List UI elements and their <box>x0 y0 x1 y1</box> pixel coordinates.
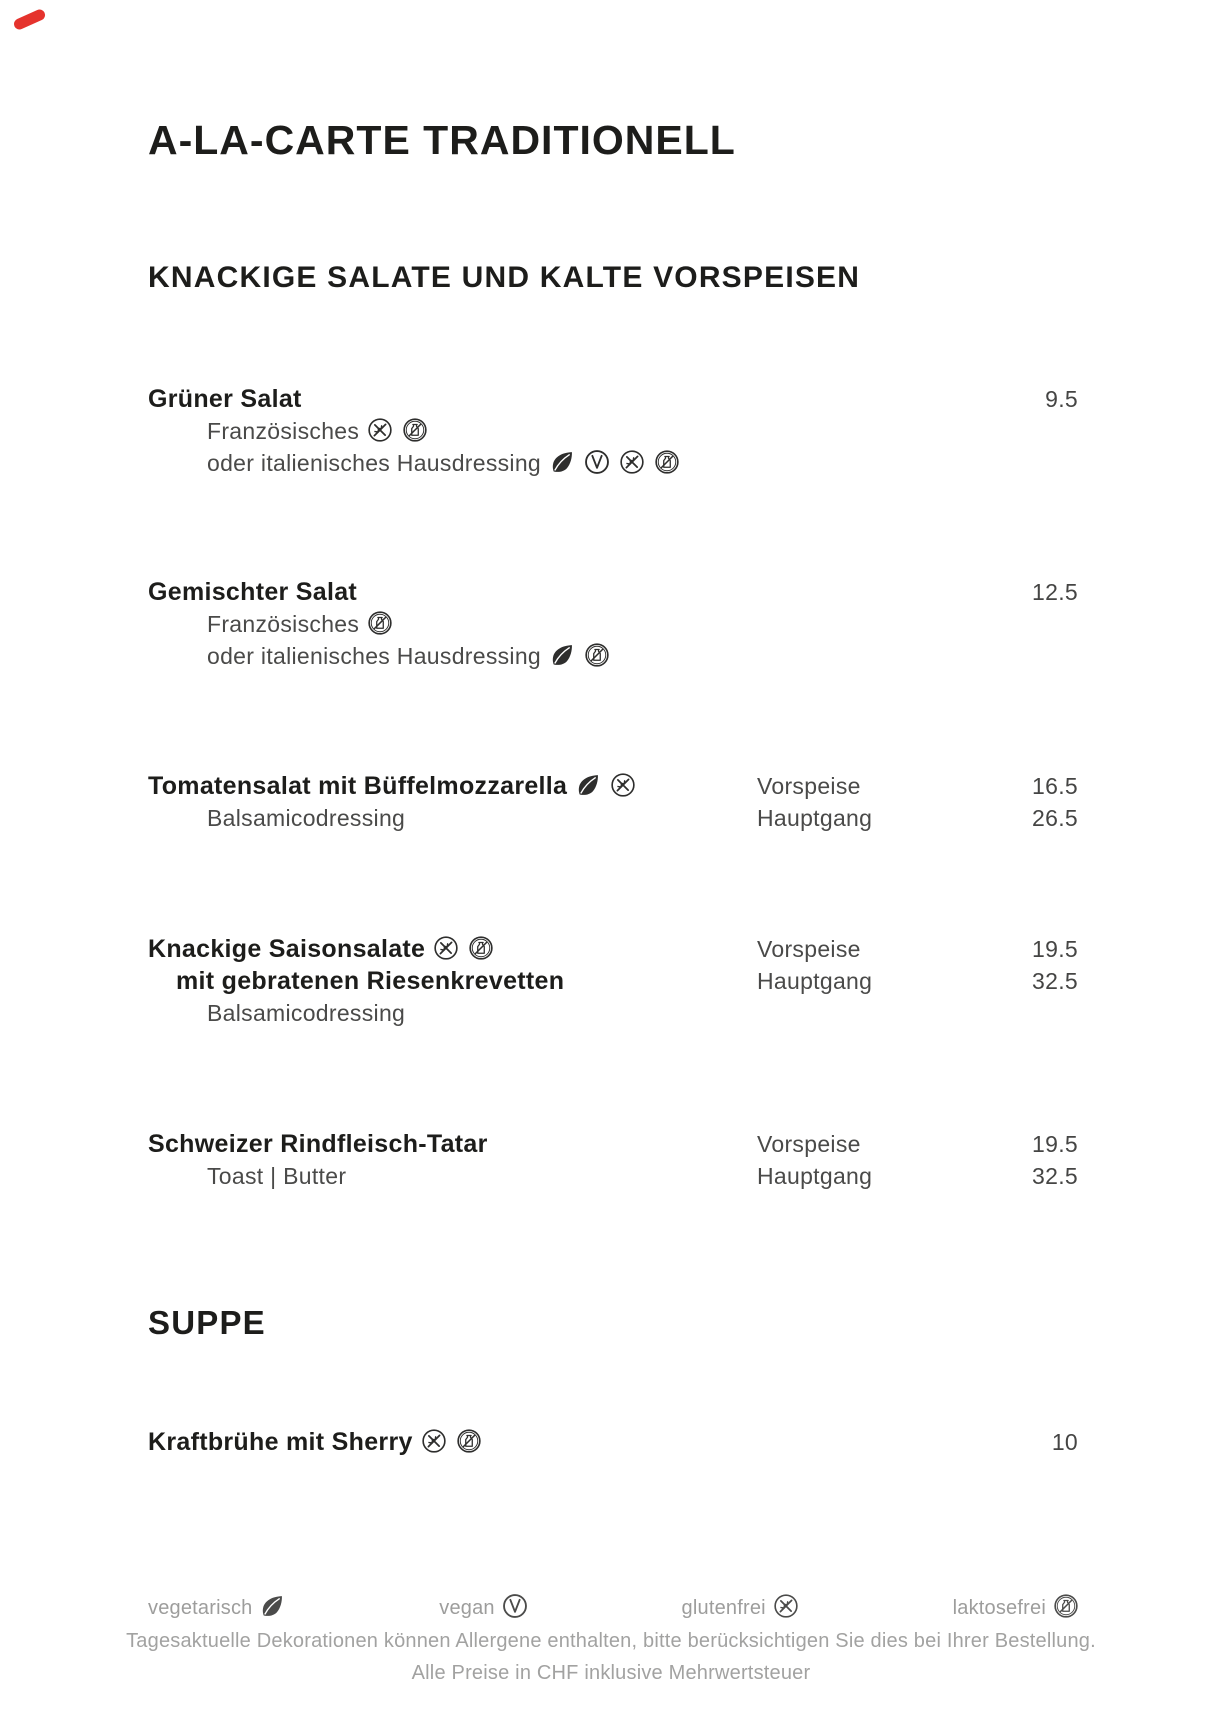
glutenfrei-icon <box>772 1592 800 1620</box>
legend-vegan <box>439 1592 529 1624</box>
item-desc-text: Balsamicodressing <box>207 1000 406 1026</box>
allergen-iconset <box>359 608 394 640</box>
allergen-iconset <box>567 770 637 802</box>
menu-item-gemischter-salat <box>148 576 1078 672</box>
price-value: 26.5 <box>1032 805 1078 831</box>
allergen-iconset <box>541 447 681 479</box>
course-labels <box>757 770 872 834</box>
laktosefrei-icon <box>583 641 611 669</box>
laktosefrei-icon <box>467 934 495 962</box>
item-name <box>148 1128 1078 1160</box>
item-desc-line <box>148 1160 1078 1192</box>
vegan-icon <box>583 448 611 476</box>
legend-label: glutenfrei <box>681 1597 766 1619</box>
glutenfrei-icon <box>618 448 646 476</box>
price-value: 9.5 <box>1045 386 1078 412</box>
glutenfrei-icon <box>420 1427 448 1455</box>
item-desc-line <box>148 415 1078 447</box>
allergen-legend <box>148 1592 1080 1624</box>
legend-vegetarisch <box>148 1592 286 1624</box>
price-value: 10 <box>1051 1429 1078 1455</box>
allergen-iconset <box>541 640 611 672</box>
item-desc-text: oder italienisches Hausdressing <box>207 450 542 476</box>
legend-label: vegetarisch <box>148 1597 253 1619</box>
legend-label: vegan <box>439 1597 495 1619</box>
allergen-iconset <box>413 1426 483 1458</box>
price-value: 19.5 <box>1032 936 1078 962</box>
allergen-iconset <box>1046 1592 1080 1624</box>
item-desc-text: oder italienisches Hausdressing <box>207 643 542 669</box>
legend-laktosefrei <box>953 1592 1080 1624</box>
glutenfrei-icon <box>432 934 460 962</box>
item-name-text: Grüner Salat <box>148 385 302 413</box>
price-value: 19.5 <box>1032 1131 1078 1157</box>
item-desc-text: Französisches <box>207 418 360 444</box>
course-label: Vorspeise <box>757 936 861 962</box>
laktosefrei-icon <box>366 609 394 637</box>
item-price <box>1032 576 1078 608</box>
course-labels <box>757 1128 872 1192</box>
vegan-icon <box>501 1592 529 1620</box>
section-heading-salate: KNACKIGE SALATE UND KALTE VORSPEISEN <box>148 261 861 294</box>
price-value: 32.5 <box>1032 968 1078 994</box>
item-name <box>148 770 1078 802</box>
item-name-text: Schweizer Rindfleisch-Tatar <box>148 1130 488 1158</box>
course-label: Vorspeise <box>757 773 861 799</box>
course-label: Hauptgang <box>757 968 873 994</box>
price-value: 12.5 <box>1032 579 1078 605</box>
item-name <box>148 933 1078 965</box>
item-name-text: Knackige Saisonsalate <box>148 935 426 963</box>
item-price <box>1052 1426 1078 1458</box>
allergen-iconset <box>252 1592 286 1624</box>
item-name-text: Kraftbrühe mit Sherry <box>148 1428 413 1456</box>
item-name-text: Gemischter Salat <box>148 578 358 606</box>
item-name <box>148 1426 1078 1458</box>
course-labels <box>757 933 872 997</box>
allergen-iconset <box>495 1592 529 1624</box>
vegetarisch-icon <box>548 448 576 476</box>
course-label: Vorspeise <box>757 1131 861 1157</box>
course-label: Hauptgang <box>757 805 873 831</box>
footer-allergen-note: Tagesaktuelle Dekorationen können Allergene enthalten, bitte berücksichtigen Sie dies bei Ihrer Bestellung. <box>126 1630 1096 1652</box>
item-price <box>1032 1128 1078 1192</box>
item-price <box>1032 933 1078 997</box>
vegetarisch-icon <box>548 641 576 669</box>
menu-item-tomatensalat <box>148 770 1078 834</box>
menu-item-saisonsalate <box>148 933 1078 1029</box>
menu-item-rindfleisch-tatar <box>148 1128 1078 1192</box>
menu-item-gruener-salat <box>148 383 1078 479</box>
legend-glutenfrei <box>682 1592 800 1624</box>
item-desc-line <box>148 447 1078 479</box>
item-name-line2: mit gebratenen Riesenkrevetten <box>176 967 565 995</box>
price-value: 16.5 <box>1032 773 1078 799</box>
menu-item-kraftbruehe <box>148 1426 1078 1458</box>
item-desc-line <box>148 802 1078 834</box>
item-name-text: Tomatensalat mit Büffelmozzarella <box>148 772 568 800</box>
allergen-iconset <box>425 933 495 965</box>
page-title: A-LA-CARTE TRADITIONELL <box>148 117 736 163</box>
item-desc-text: Toast | Butter <box>207 1163 347 1189</box>
footer-price-note: Alle Preise in CHF inklusive Mehrwertsteuer <box>411 1662 811 1684</box>
item-name <box>148 383 1078 415</box>
glutenfrei-icon <box>366 416 394 444</box>
item-desc-text: Französisches <box>207 611 360 637</box>
section-heading-suppe: SUPPE <box>148 1304 266 1341</box>
brand-paint-stroke <box>12 8 47 31</box>
item-price <box>1045 383 1078 415</box>
legend-label: laktosefrei <box>952 1597 1046 1619</box>
allergen-iconset <box>766 1592 800 1624</box>
item-desc-text: Balsamicodressing <box>207 805 406 831</box>
item-desc-line <box>148 640 1078 672</box>
price-value: 32.5 <box>1032 1163 1078 1189</box>
vegetarisch-icon <box>258 1592 286 1620</box>
laktosefrei-icon <box>455 1427 483 1455</box>
laktosefrei-icon <box>1052 1592 1080 1620</box>
laktosefrei-icon <box>401 416 429 444</box>
vegetarisch-icon <box>574 771 602 799</box>
item-price <box>1032 770 1078 834</box>
course-label: Hauptgang <box>757 1163 873 1189</box>
item-desc-line <box>148 608 1078 640</box>
allergen-iconset <box>359 415 429 447</box>
item-name <box>148 576 1078 608</box>
laktosefrei-icon <box>653 448 681 476</box>
glutenfrei-icon <box>609 771 637 799</box>
item-desc-line <box>148 997 1078 1029</box>
